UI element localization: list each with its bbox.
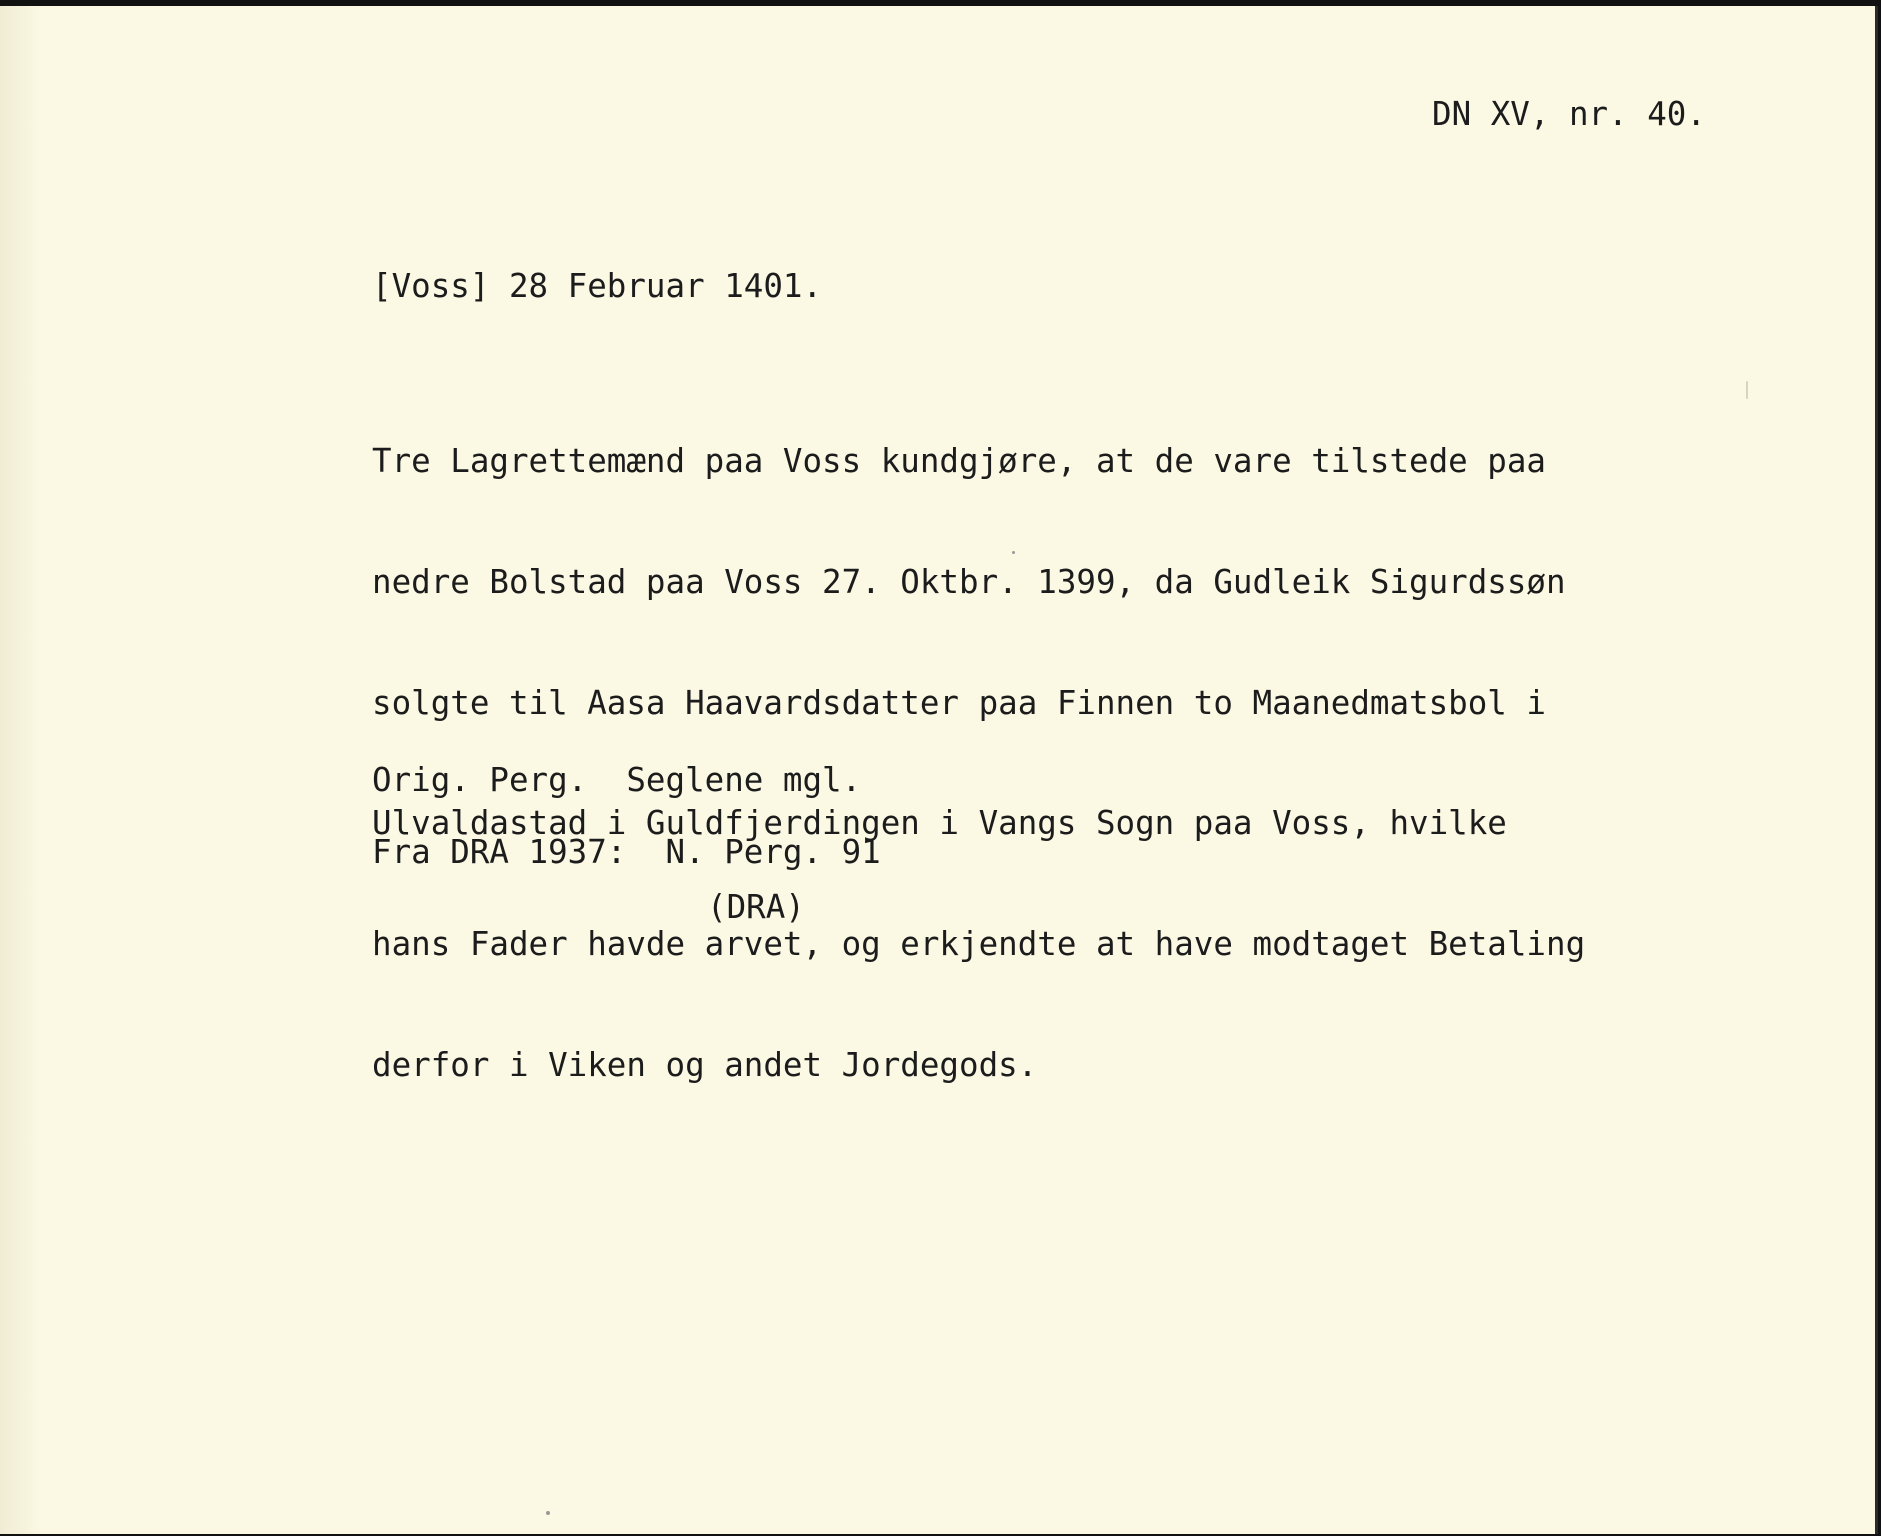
- summary-line: solgte til Aasa Haavardsdatter paa Finnen to Maanedmatsbol i: [372, 683, 1546, 722]
- summary-line: Tre Lagrettemænd paa Voss kundgjøre, at de vare tilstede paa: [372, 442, 1546, 480]
- summary-line: Ulvaldastad i Guldfjerdingen i Vangs Sogn paa Voss, hvilke: [372, 804, 1507, 843]
- summary-line: derfor i Viken og andet Jordegods.: [372, 1045, 1038, 1084]
- summary-line: hans Fader havde arvet, og erkjendte at have modtaget Betaling: [372, 925, 1586, 964]
- date-heading: [Voss] 28 Februar 1401.: [372, 267, 823, 305]
- summary-line: nedre Bolstad paa Voss 27. Oktbr. 1399, da Gudleik Sigurdssøn: [372, 562, 1566, 601]
- source-sub: (DRA): [707, 888, 805, 926]
- reference-number: DN XV, nr. 40.: [1432, 95, 1706, 133]
- paper-speck: [1012, 551, 1015, 554]
- paper-speck: [1746, 381, 1748, 399]
- index-card: [0, 6, 1878, 1534]
- paper-speck: [546, 1511, 550, 1515]
- source-line: Fra DRA 1937: N. Perg. 91: [372, 833, 881, 871]
- original-note: Orig. Perg. Seglene mgl.: [372, 761, 862, 799]
